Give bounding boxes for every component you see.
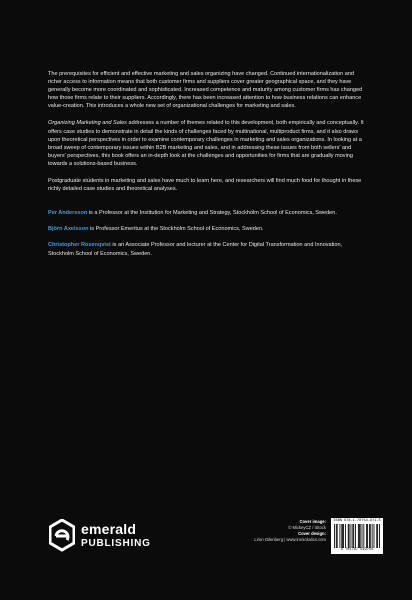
book-title-inline: Organizing Marketing and Sales — [48, 120, 127, 127]
isbn-barcode — [331, 518, 383, 554]
author-bio-text: is an Associate Professor and lecturer at the Center for Digital Transformation and Innovation, Stockholm School of Economics, Sweden. — [48, 242, 343, 257]
author-bio-3 — [48, 241, 366, 257]
publisher-subname: PUBLISHING — [81, 538, 151, 549]
blurb-paragraph-2-text: addresses a number of themes related to this development, both empirically and conceptually. It offers case studies to demonstrate in detail the kinds of challenges faced by multinational, multiproduct firms, and it also draws upon theoretical perspectives in order to examine contemporary challenges in marketing and sales organizations. In looking at a broad sweep of contemporary issues within B2B marketing and sales, and in addressing these issues from both sellers' and buyers' perspectives, this book offers an in-depth look at the challenges and opportunities for firms that are gradually moving towards a solutions-based business. — [48, 120, 364, 167]
cover-image-heading: Cover image: — [299, 519, 326, 524]
author-name: Per Andersson — [48, 210, 88, 217]
publisher-name: emerald — [81, 521, 137, 537]
author-bio-2 — [48, 225, 366, 233]
cover-design-heading: Cover design: — [298, 531, 326, 536]
emerald-logo-icon — [49, 519, 75, 553]
author-bio-1 — [48, 209, 366, 217]
author-name: Björn Axelsson — [48, 226, 89, 233]
blurb-paragraph-3: Postgraduate students in marketing and sales have much to learn here, and researchers will find much food for thought in these richly detailed case studies and theoretical analyses. — [48, 178, 362, 193]
cover-credits — [232, 519, 326, 543]
blurb-section — [48, 70, 366, 266]
isbn-number: 9 781787 549715 — [340, 548, 374, 552]
author-bio-text: is Professor Emeritus at the Stockholm School of Economics, Sweden. — [88, 226, 264, 233]
blurb-paragraph-1: The prerequisites for efficient and effective marketing and sales organizing have changed. Continued internationalization and richer access to information means that both customer firms and suppliers cover greater geographical space, and they have generally become more coordinated and sophisticated. Increased competence and maturity among customer firms has changed how those firms relate to their suppliers. Accordingly, there has been increased attention to how business relations can enhance value-creation. This introduces a whole new set of organizational challenges for marketing and sales. — [48, 71, 363, 110]
author-name: Christopher Rosenqvist — [48, 242, 111, 249]
isbn-label: ISBN 978-1-78754-971-5 — [333, 519, 381, 523]
barcode-icon — [334, 524, 380, 548]
author-bio-text: is a Professor at the Institution for Marketing and Strategy, Stockholm School of Economics, Sweden. — [87, 210, 337, 217]
cover-image-credit: © MickeyCZ / iStock — [288, 525, 326, 530]
blurb-paragraph-2 — [48, 119, 366, 168]
publisher-logo — [49, 519, 164, 555]
cover-design-credit: Liron Gilenberg | www.ironicitalics.com — [254, 537, 326, 542]
